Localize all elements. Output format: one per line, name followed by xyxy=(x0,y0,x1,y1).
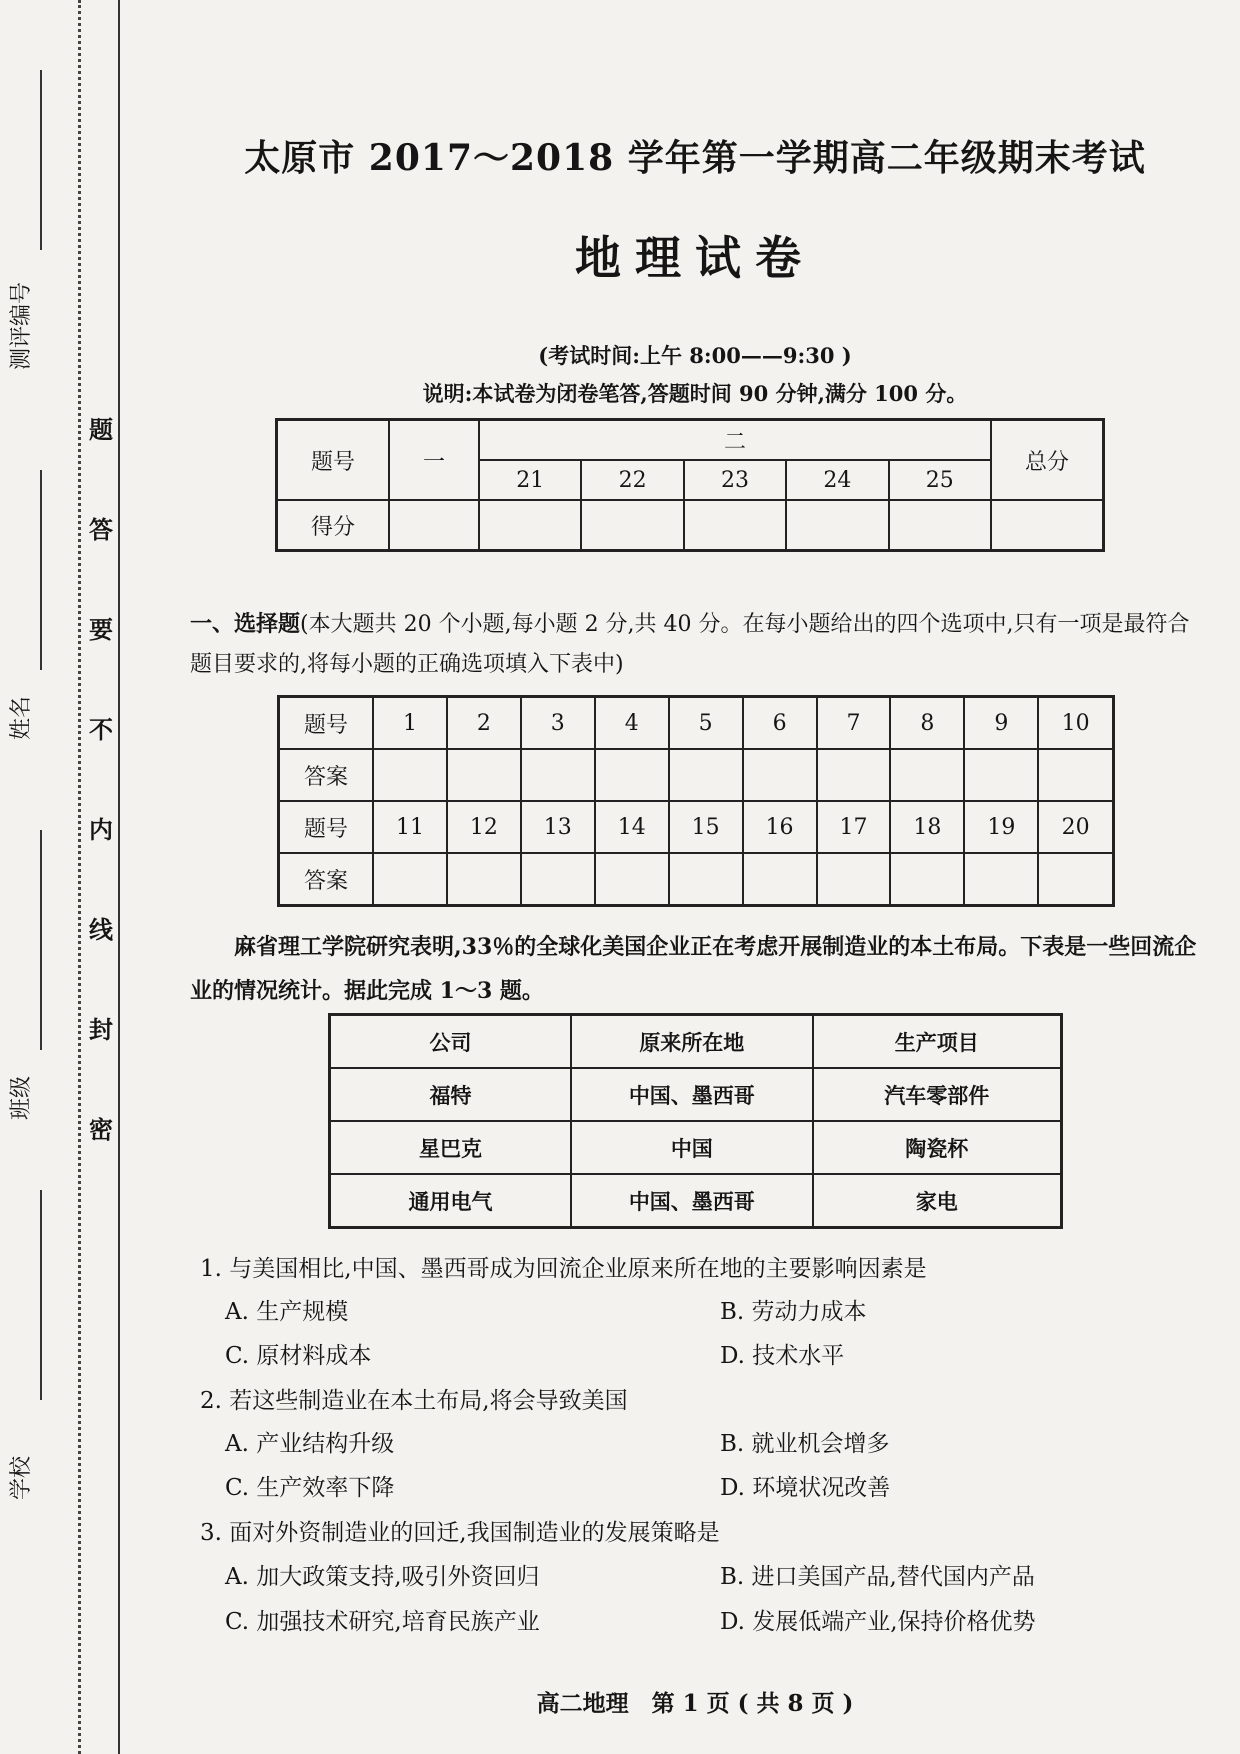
answer-cell[interactable] xyxy=(521,853,595,906)
answer-row-label: 题号 xyxy=(279,801,374,853)
question-number: 19 xyxy=(964,801,1038,853)
reading-passage: 麻省理工学院研究表明,33％的全球化美国企业正在考虑开展制造业的本土布局。下表是一些回流企业的情况统计。据此完成 1～3 题。 xyxy=(190,934,1197,1004)
option-d[interactable]: D. 技术水平 xyxy=(720,1343,845,1369)
answer-cell[interactable] xyxy=(817,749,891,801)
sub-header: 25 xyxy=(889,460,991,500)
question-number: 17 xyxy=(817,801,891,853)
sub-header: 23 xyxy=(684,460,786,500)
firm-header: 生产项目 xyxy=(813,1015,1062,1069)
answer-cell[interactable] xyxy=(595,853,669,906)
option-b[interactable]: B. 进口美国产品,替代国内产品 xyxy=(720,1564,1035,1590)
answer-cell[interactable] xyxy=(669,853,743,906)
question-stem: 1. 与美国相比,中国、墨西哥成为回流企业原来所在地的主要影响因素是 xyxy=(200,1256,927,1282)
seal-char: 封 xyxy=(89,1016,113,1044)
field-line xyxy=(40,470,42,670)
firm-cell: 中国 xyxy=(571,1121,813,1174)
answer-cell[interactable] xyxy=(743,749,817,801)
seal-char: 题 xyxy=(89,416,113,444)
firm-cell: 通用电气 xyxy=(330,1174,572,1228)
question-number: 8 xyxy=(890,697,964,750)
score-cell[interactable] xyxy=(684,500,786,551)
option-c[interactable]: C. 生产效率下降 xyxy=(225,1475,395,1501)
field-line xyxy=(40,1190,42,1400)
firm-cell: 福特 xyxy=(330,1068,572,1121)
seal-char: 内 xyxy=(89,816,113,844)
answer-cell[interactable] xyxy=(447,749,521,801)
score-table xyxy=(275,418,1105,552)
question-number: 1 xyxy=(373,697,447,750)
answer-cell[interactable] xyxy=(521,749,595,801)
part-one-header: 一 xyxy=(389,420,479,501)
answer-table xyxy=(277,695,1115,907)
page-footer: 高二地理 第 1 页 ( 共 8 页 ) xyxy=(536,1690,854,1717)
question-number: 5 xyxy=(669,697,743,750)
question-number: 13 xyxy=(521,801,595,853)
answer-cell[interactable] xyxy=(595,749,669,801)
option-a[interactable]: A. 生产规模 xyxy=(225,1299,349,1325)
score-cell[interactable] xyxy=(389,500,479,551)
answer-cell[interactable] xyxy=(817,853,891,906)
score-cell[interactable] xyxy=(786,500,888,551)
question-number: 9 xyxy=(964,697,1038,750)
sub-header: 21 xyxy=(479,460,581,500)
option-b[interactable]: B. 劳动力成本 xyxy=(720,1299,867,1325)
score-row-label: 得分 xyxy=(277,500,390,551)
seal-char: 答 xyxy=(89,516,113,544)
answer-row-label: 答案 xyxy=(279,749,374,801)
margin-rule xyxy=(118,0,120,1754)
exam-title: 太原市 2017～2018 学年第一学期高二年级期末考试 xyxy=(244,137,1146,179)
firm-cell: 中国、墨西哥 xyxy=(571,1174,813,1228)
question-number: 3 xyxy=(521,697,595,750)
question-stem: 3. 面对外资制造业的回迁,我国制造业的发展策略是 xyxy=(200,1520,720,1546)
seal-char: 要 xyxy=(89,616,113,644)
sub-header: 22 xyxy=(581,460,683,500)
option-b[interactable]: B. 就业机会增多 xyxy=(720,1431,890,1457)
score-cell[interactable] xyxy=(991,500,1104,551)
question-number: 15 xyxy=(669,801,743,853)
question-number: 16 xyxy=(743,801,817,853)
question-number: 4 xyxy=(595,697,669,750)
firm-header: 公司 xyxy=(330,1015,572,1069)
answer-cell[interactable] xyxy=(964,853,1038,906)
section-one-desc: (本大题共 20 个小题,每小题 2 分,共 40 分。在每小题给出的四个选项中,只有一项是最符合题目要求的,将每小题的正确选项填入下表中) xyxy=(190,612,1190,677)
field-label-school: 学校 xyxy=(9,1455,34,1500)
answer-cell[interactable] xyxy=(1038,749,1113,801)
subject-title: 地理试卷 xyxy=(575,231,815,285)
answer-row-label: 答案 xyxy=(279,853,374,906)
part-two-header: 二 xyxy=(479,420,991,461)
seal-char: 密 xyxy=(89,1116,113,1144)
question-number: 20 xyxy=(1038,801,1113,853)
binding-margin xyxy=(0,0,120,1754)
firm-cell: 中国、墨西哥 xyxy=(571,1068,813,1121)
question-number: 10 xyxy=(1038,697,1113,750)
score-cell[interactable] xyxy=(889,500,991,551)
question-number: 14 xyxy=(595,801,669,853)
sub-header: 24 xyxy=(786,460,888,500)
firm-cell: 汽车零部件 xyxy=(813,1068,1062,1121)
option-c[interactable]: C. 原材料成本 xyxy=(225,1343,372,1369)
field-label-class: 班级 xyxy=(9,1075,34,1120)
field-label-id: 测评编号 xyxy=(9,281,34,370)
firm-cell: 家电 xyxy=(813,1174,1062,1228)
question-number: 6 xyxy=(743,697,817,750)
answer-cell[interactable] xyxy=(669,749,743,801)
option-a[interactable]: A. 加大政策支持,吸引外资回归 xyxy=(225,1564,540,1590)
question-number: 11 xyxy=(373,801,447,853)
question-number: 2 xyxy=(447,697,521,750)
question-number: 18 xyxy=(890,801,964,853)
firm-table xyxy=(328,1013,1063,1229)
dotted-seal-line xyxy=(78,0,81,1754)
answer-cell[interactable] xyxy=(964,749,1038,801)
answer-cell[interactable] xyxy=(890,853,964,906)
exam-time: (考试时间:上午 8:00——9:30 ) xyxy=(538,343,852,368)
answer-cell[interactable] xyxy=(373,853,447,906)
answer-cell[interactable] xyxy=(1038,853,1113,906)
answer-cell[interactable] xyxy=(447,853,521,906)
seal-char: 线 xyxy=(89,916,113,944)
field-line xyxy=(40,830,42,1050)
total-header: 总分 xyxy=(991,420,1104,501)
answer-row-label: 题号 xyxy=(279,697,374,750)
section-one-heading xyxy=(190,605,1200,685)
option-d[interactable]: D. 发展低端产业,保持价格优势 xyxy=(720,1609,1036,1635)
seal-char: 不 xyxy=(89,716,113,744)
firm-cell: 星巴克 xyxy=(330,1121,572,1174)
exam-note: 说明:本试卷为闭卷笔答,答题时间 90 分钟,满分 100 分。 xyxy=(422,381,968,406)
firm-header: 原来所在地 xyxy=(571,1015,813,1069)
option-c[interactable]: C. 加强技术研究,培育民族产业 xyxy=(225,1609,540,1635)
answer-cell[interactable] xyxy=(890,749,964,801)
question-number: 7 xyxy=(817,697,891,750)
option-d[interactable]: D. 环境状况改善 xyxy=(720,1475,891,1501)
score-cell[interactable] xyxy=(581,500,683,551)
question-number: 12 xyxy=(447,801,521,853)
section-one-title: 一、选择题 xyxy=(190,612,301,637)
score-cell[interactable] xyxy=(479,500,581,551)
score-row-label: 题号 xyxy=(277,420,390,501)
field-line xyxy=(40,70,42,250)
option-a[interactable]: A. 产业结构升级 xyxy=(225,1431,395,1457)
answer-cell[interactable] xyxy=(743,853,817,906)
question-stem: 2. 若这些制造业在本土布局,将会导致美国 xyxy=(200,1388,628,1414)
field-label-name: 姓名 xyxy=(9,695,34,740)
firm-cell: 陶瓷杯 xyxy=(813,1121,1062,1174)
answer-cell[interactable] xyxy=(373,749,447,801)
